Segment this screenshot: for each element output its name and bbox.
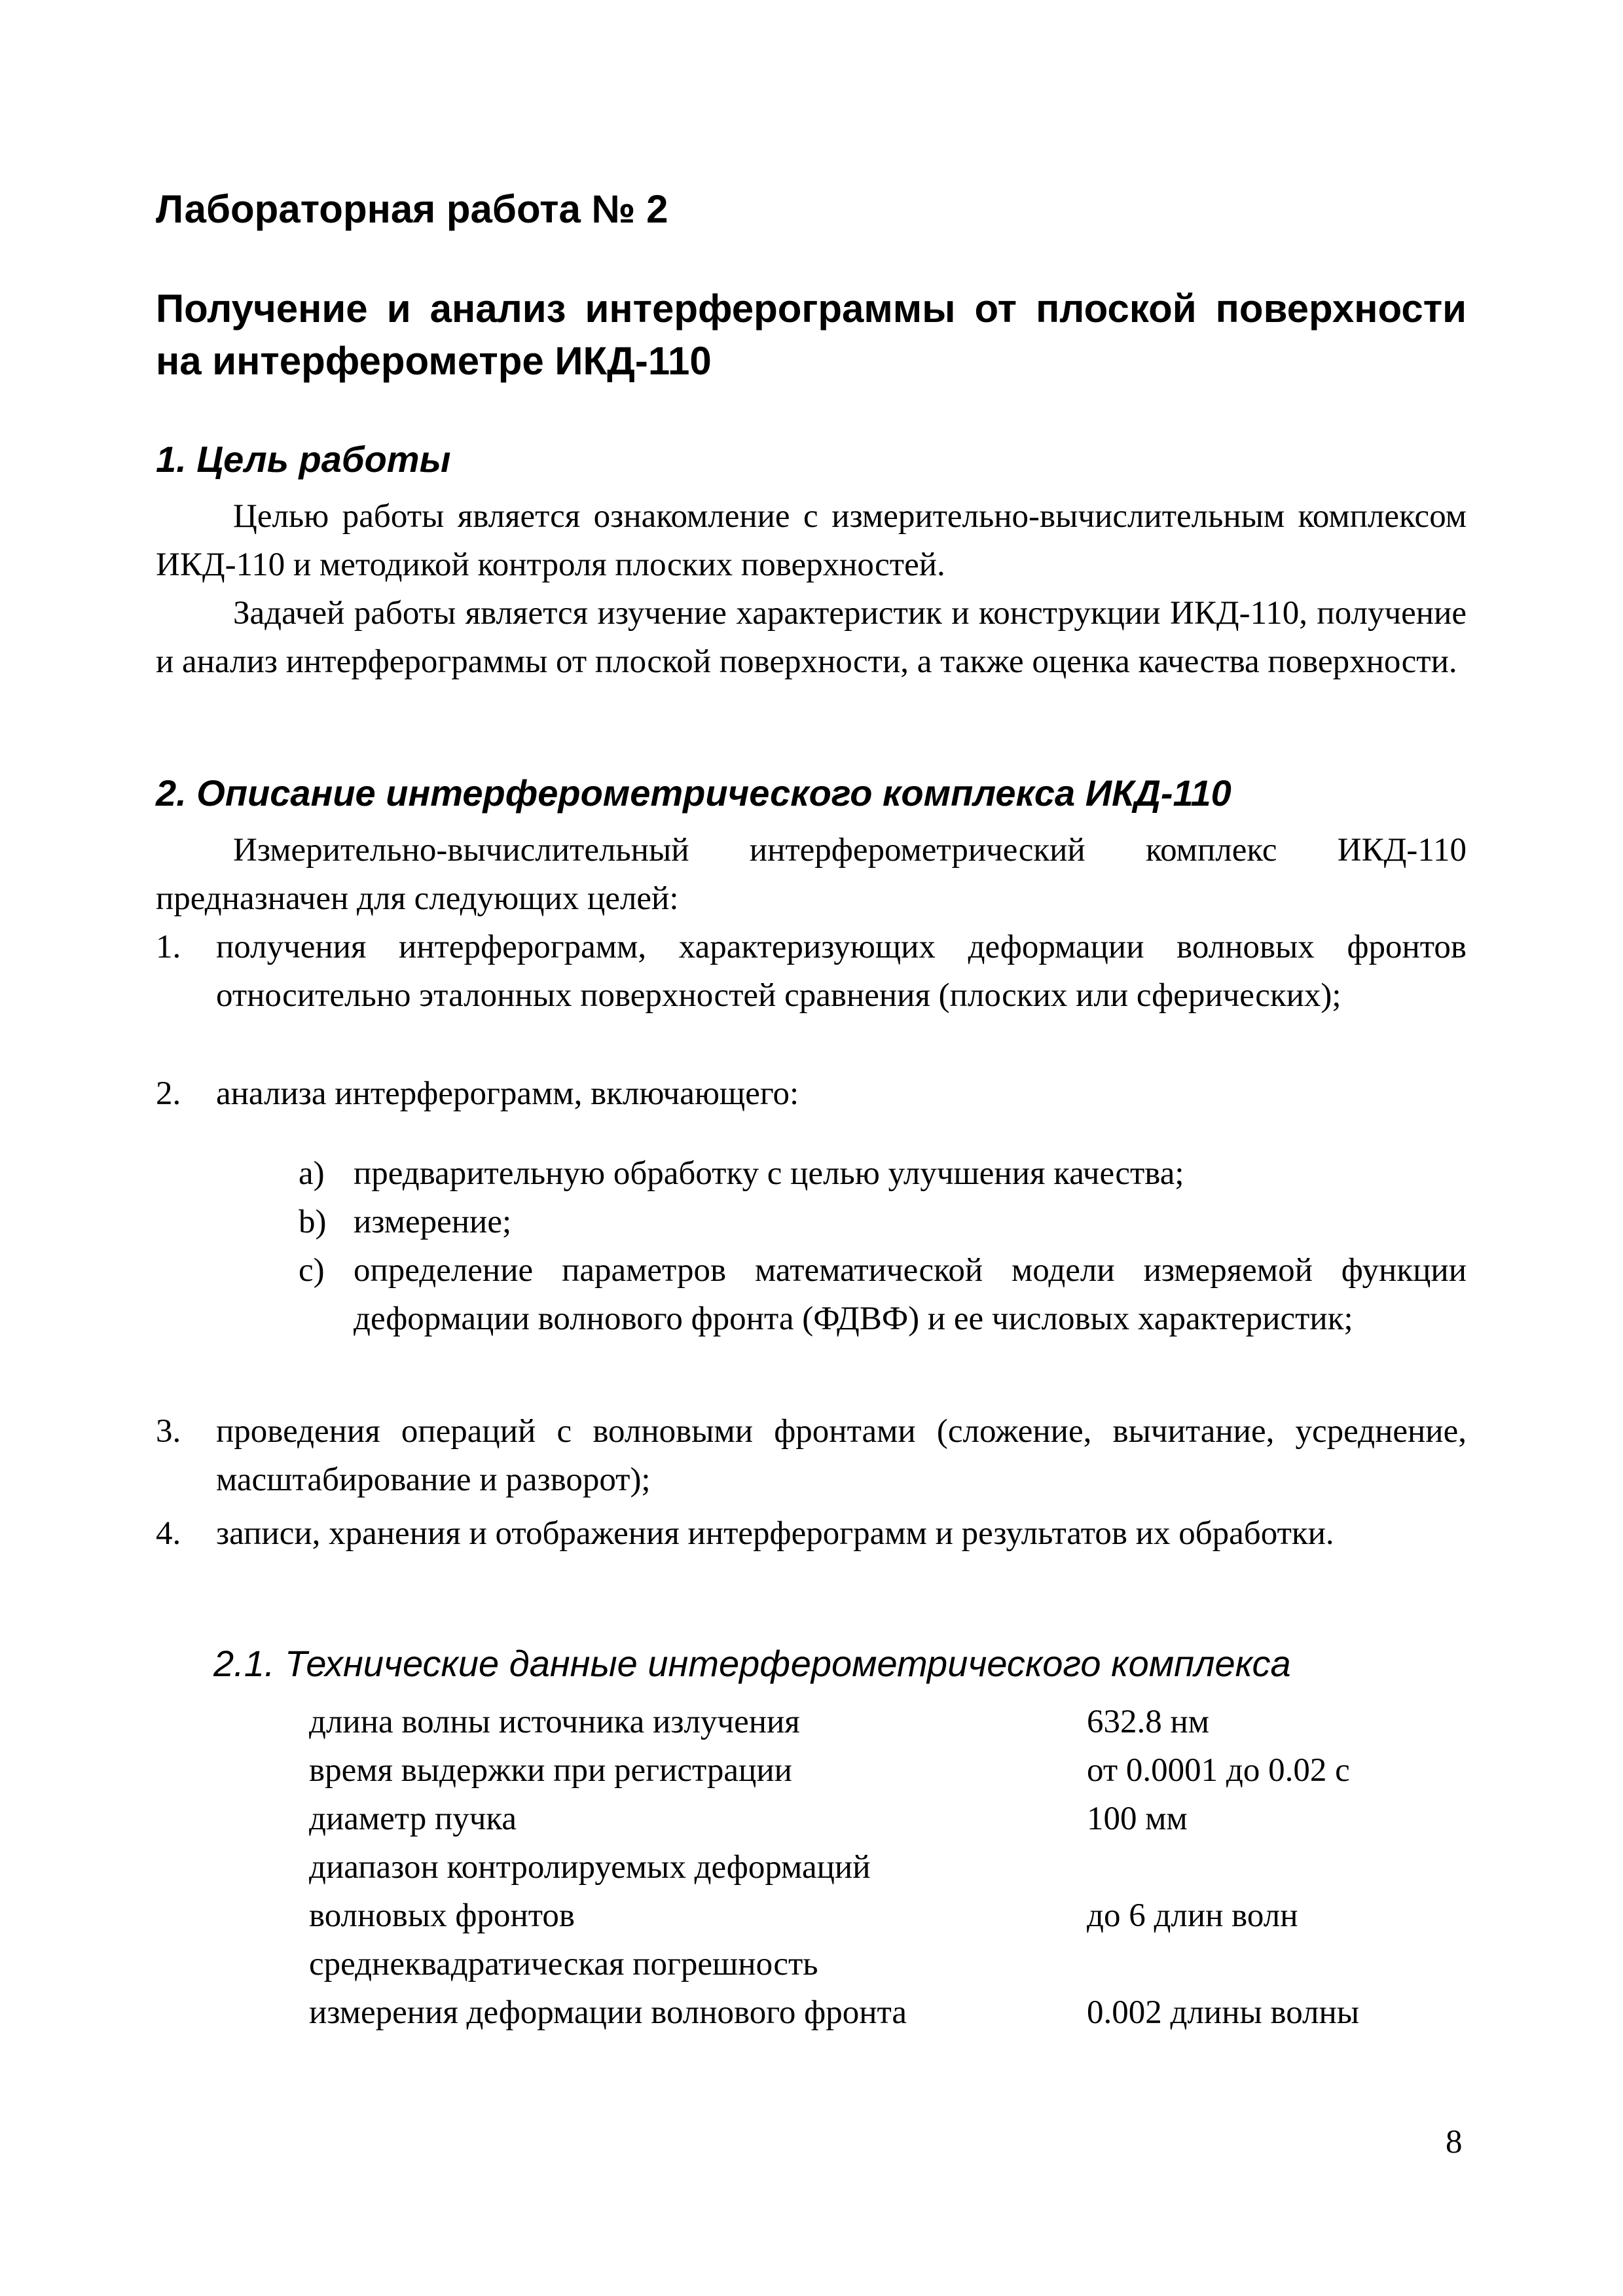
spec-label: длина волны источника излучения — [309, 1704, 800, 1740]
section2-intro: Измерительно-вычислительный интерферометрический комплекс ИКД-110 предназначен для следующих целей: — [156, 832, 1467, 917]
list-item-3 — [156, 1407, 1467, 1504]
section1-paragraph-2: Задачей работы является изучение характеристик и конструкции ИКД-110, получение и анализ интерферограммы от плоской поверхности, а также оценка качества поверхности. — [156, 595, 1467, 680]
sublist-text: предварительную обработку с целью улучшения качества; — [354, 1155, 1184, 1192]
lab-title: Лабораторная работа № 2 — [156, 187, 668, 231]
list-text: записи, хранения и отображения интерферограмм и результатов их обработки. — [216, 1515, 1334, 1552]
spec-value: 632.8 нм — [1087, 1704, 1210, 1740]
list-marker: 1. — [156, 929, 181, 965]
page-number: 8 — [1446, 2124, 1463, 2161]
list-marker: 4. — [156, 1515, 181, 1552]
spec-label: волновых фронтов — [309, 1897, 575, 1934]
spec-label: диаметр пучка — [309, 1801, 517, 1837]
list-text: анализа интерферограмм, включающего: — [216, 1075, 799, 1112]
spec-value: от 0.0001 до 0.02 с — [1087, 1752, 1350, 1789]
spec-value: до 6 длин волн — [1087, 1897, 1298, 1934]
list-text: проведения операций с волновыми фронтами (сложение, вычитание, усреднение, масштабирование и разворот); — [216, 1413, 1467, 1498]
list-item-1 — [156, 923, 1467, 1020]
sublist-text: измерение; — [354, 1204, 512, 1240]
sublist-marker: c) — [299, 1252, 325, 1289]
section2-1-heading: 2.1. Технические данные интерферометрического комплекса — [213, 1643, 1291, 1684]
section2-heading: 2. Описание интерферометрического комплекса ИКД-110 — [156, 772, 1231, 814]
section1-paragraph-1: Целью работы является ознакомление с измерительно-вычислительным комплексом ИКД-110 и методикой контроля плоских поверхностей. — [156, 498, 1467, 583]
spec-label: измерения деформации волнового фронта — [309, 1994, 907, 2031]
spec-label: среднеквадратическая погрешность — [309, 1946, 818, 1982]
work-title: Получение и анализ интерферограммы от плоской поверхности на интерферометре ИКД-110 — [156, 287, 1467, 383]
sublist-marker: a) — [299, 1155, 325, 1192]
list-item-4 — [156, 1509, 1467, 1558]
list-text: получения интерферограмм, характеризующих деформации волновых фронтов относительно эталонных поверхностей сравнения (плоских или сферических); — [216, 929, 1467, 1014]
list-marker: 2. — [156, 1075, 181, 1112]
sublist-item-c — [299, 1246, 1467, 1343]
spec-value: 0.002 длины волны — [1087, 1994, 1360, 2031]
sublist-item-b — [299, 1198, 1467, 1246]
sublist-marker: b) — [299, 1204, 327, 1240]
spec-label: время выдержки при регистрации — [309, 1752, 792, 1789]
spec-value: 100 мм — [1087, 1801, 1188, 1837]
list-marker: 3. — [156, 1413, 181, 1450]
spec-label: диапазон контролируемых деформаций — [309, 1849, 871, 1886]
sublist-item-a — [299, 1149, 1467, 1198]
section1-heading: 1. Цель работы — [156, 439, 451, 480]
sublist-text: определение параметров математической модели измеряемой функции деформации волнового фронта (ФДВФ) и ее числовых характеристик; — [354, 1252, 1467, 1337]
list-item-2 — [156, 1069, 1467, 1118]
